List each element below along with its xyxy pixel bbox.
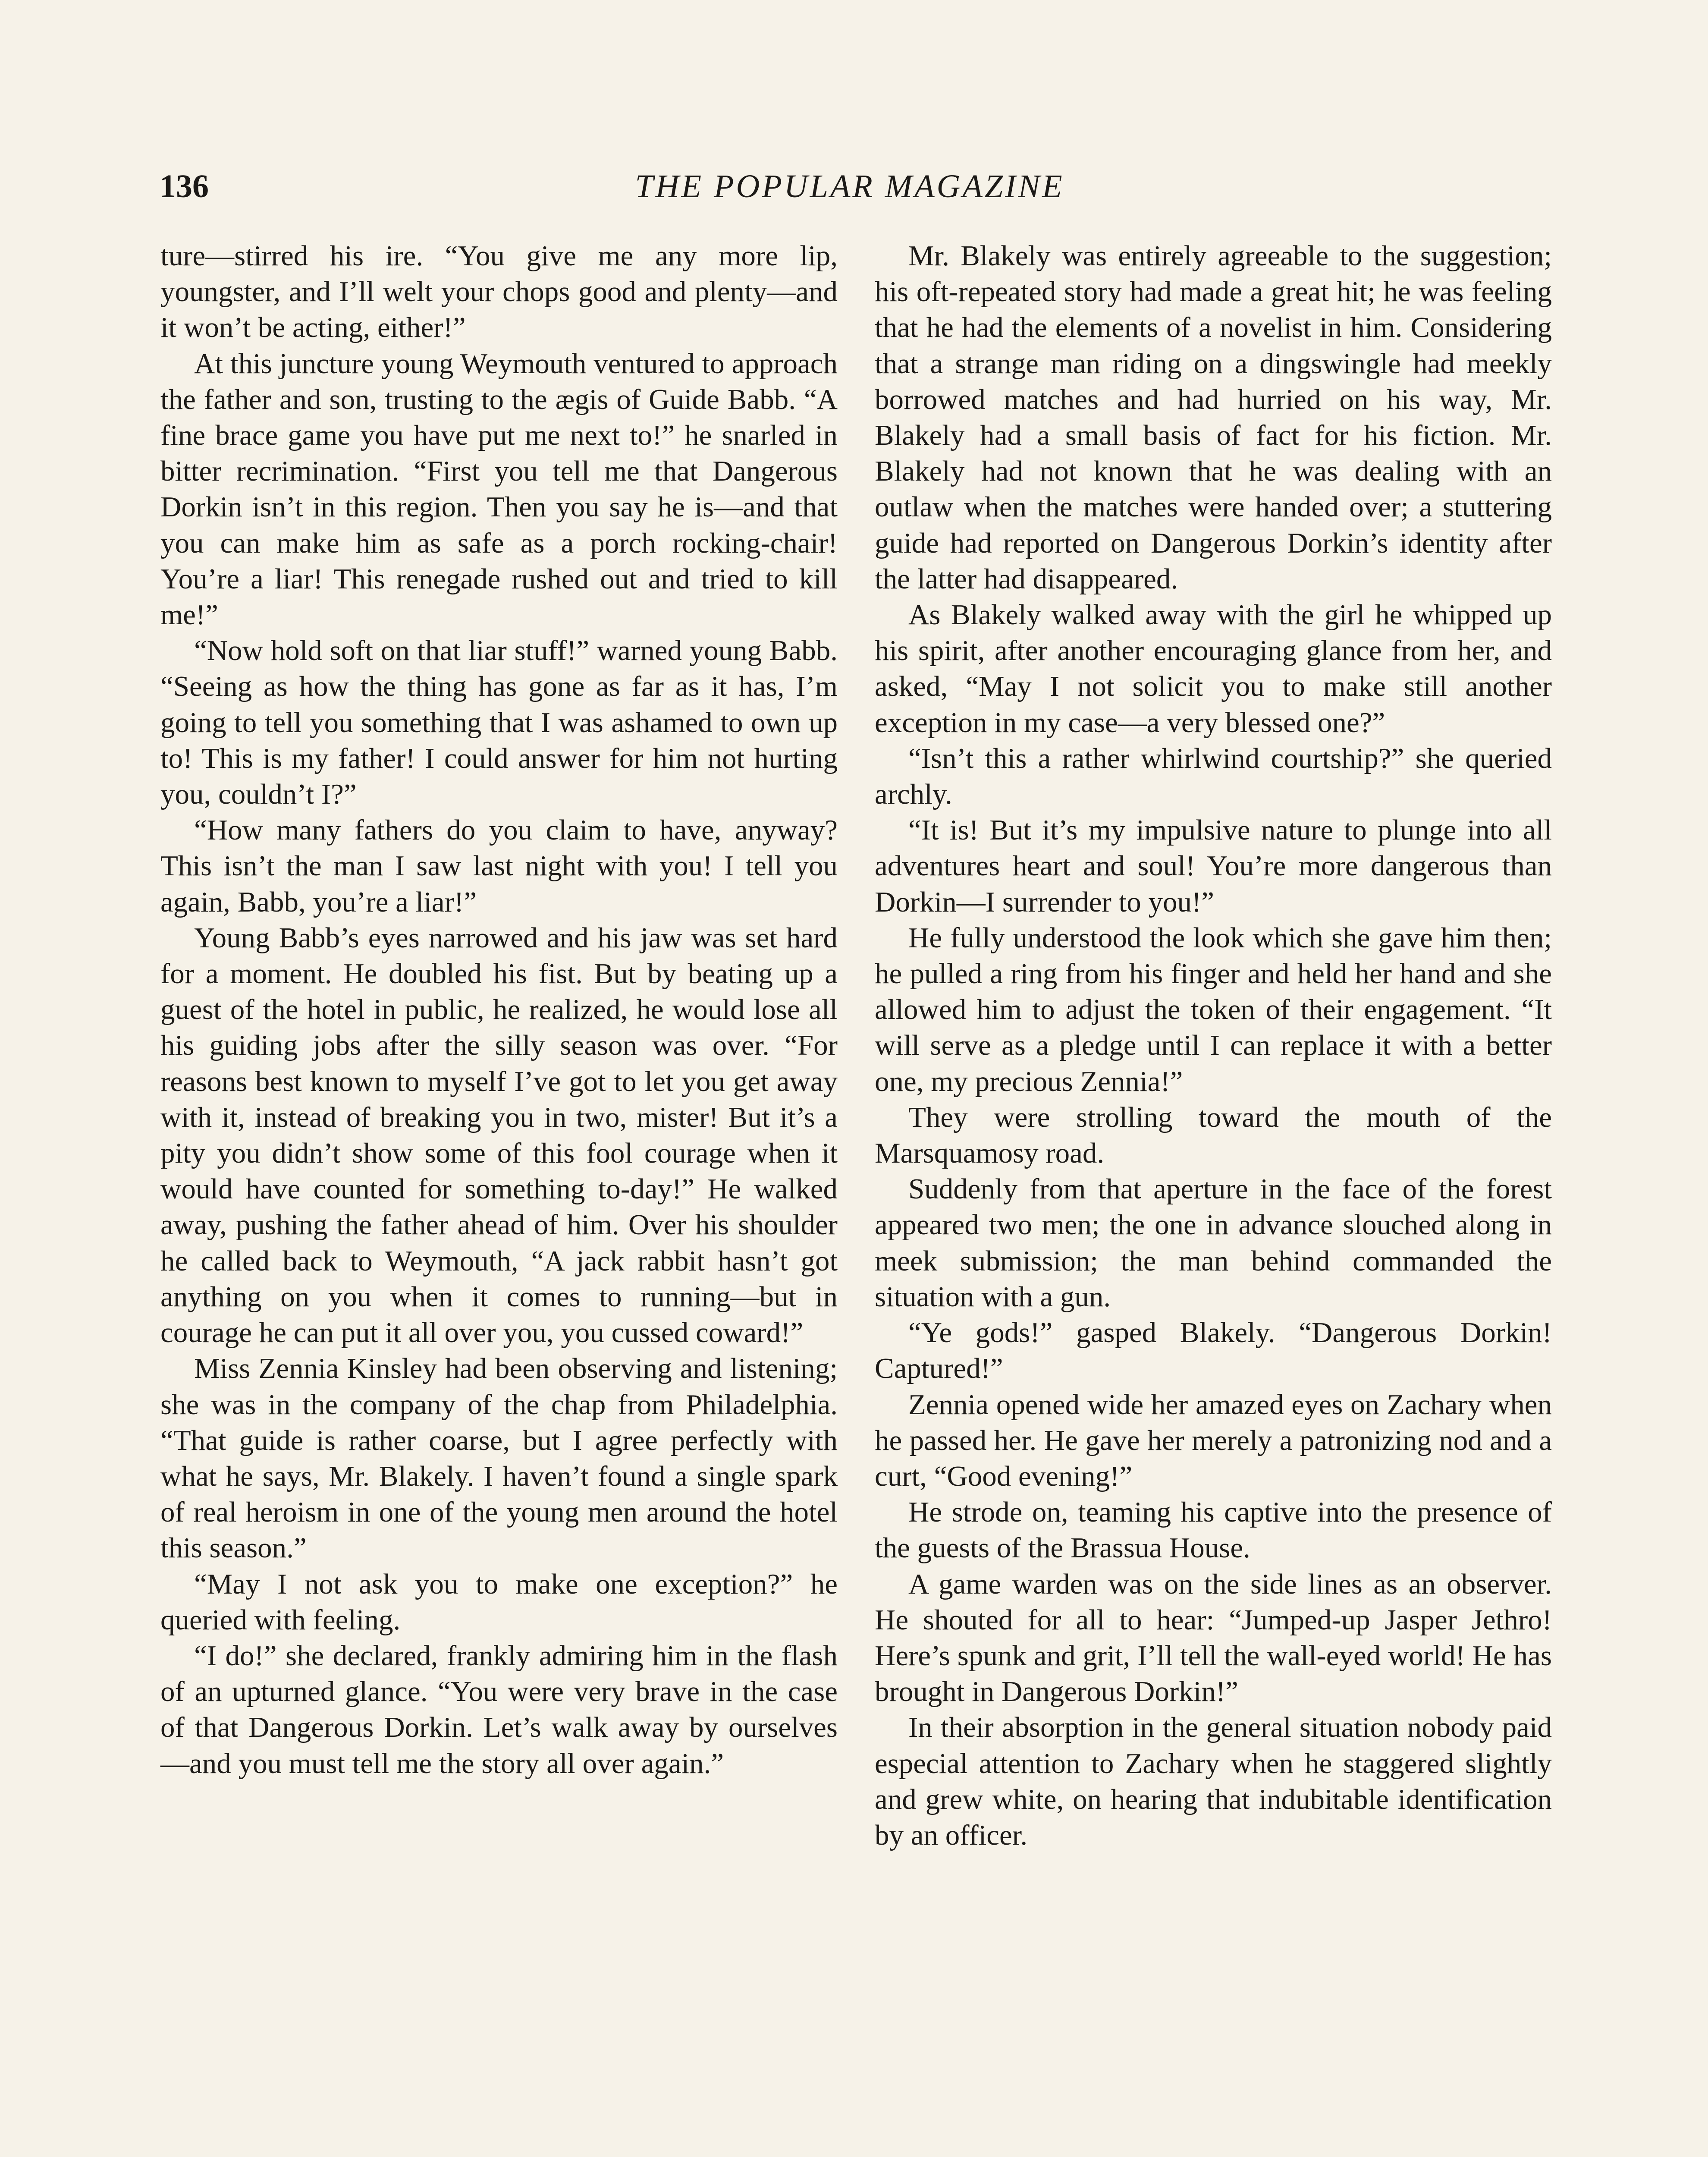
page-header	[160, 160, 1540, 212]
paragraph: Suddenly from that aperture in the face of the forest appeared two men; the one in advance slouched along in meek submission; the man behind commanded the situation with a gun.	[875, 1173, 1552, 1313]
page-number: 136	[160, 168, 209, 204]
paragraph: Zennia opened wide her amazed eyes on Zachary when he passed her. He gave her merely a patronizing nod and a curt, “Good evening!”	[875, 1388, 1552, 1492]
paragraph: In their absorption in the general situation nobody paid especial attention to Zachary when he staggered slightly and grew white, on hearing that indubitable identification by an officer.	[875, 1711, 1552, 1851]
paragraph: Mr. Blakely was entirely agreeable to the suggestion; his oft-repeated story had made a great hit; he was feeling that he had the elements of a novelist in him. Considering that a strange man riding on a dingswingle had meekly borrowed matches and had hurried on his way, Mr. Blakely had a small basis of fact for his fiction. Mr. Blakely had not known that he was dealing with an outlaw when the matches were handed over; a stuttering guide had reported on Dangerous Dorkin’s identity after the latter had disappeared.	[875, 240, 1552, 595]
paragraph: He strode on, teaming his captive into the presence of the guests of the Brassua House.	[875, 1496, 1552, 1564]
paragraph: “It is! But it’s my impulsive nature to plunge into all adventures heart and soul! You’re more dangerous than Dorkin—I surrender to you!”	[875, 814, 1552, 918]
paragraph: ture—stirred his ire. “You give me any more lip, youngster, and I’ll welt your chops good and plenty—and it won’t be acting, either!”	[160, 240, 838, 344]
paragraph: “Now hold soft on that liar stuff!” warned young Babb. “Seeing as how the thing has gone as far as it has, I’m going to tell you something that I was ashamed to own up to! This is my father! I could answer for him not hurting you, couldn’t I?”	[160, 635, 838, 811]
paragraph: “How many fathers do you claim to have, anyway? This isn’t the man I saw last night with you! I tell you again, Babb, you’re a liar!”	[160, 814, 838, 918]
paragraph: They were strolling toward the mouth of the Marsquamosy road.	[875, 1101, 1552, 1170]
paragraph: At this juncture young Weymouth ventured to approach the father and son, trusting to the ægis of Guide Babb. “A fine brace game you have put me next to!” he snarled in bitter recrimination. “First you tell me that Dangerous Dorkin isn’t in this region. Then you say he is—and that you can make him as safe as a porch rocking-chair! You’re a liar! This renegade rushed out and tried to kill me!”	[160, 347, 838, 631]
paragraph: Miss Zennia Kinsley had been observing and listening; she was in the company of the chap from Philadelphia. “That guide is rather coarse, but I agree perfectly with what he says, Mr. Blakely. I haven’t found a single spark of real heroism in one of the young men around the hotel this season.”	[160, 1352, 838, 1564]
running-title: THE POPULAR MAGAZINE	[635, 168, 1064, 204]
paragraph: He fully understood the look which she gave him then; he pulled a ring from his finger and held her hand and she allowed him to adjust the token of their engagement. “It will serve as a pledge until I can replace it with a better one, my precious Zennia!”	[875, 921, 1552, 1097]
paragraph: A game warden was on the side lines as an observer. He shouted for all to hear: “Jumped-up Jasper Jethro! Here’s spunk and grit, I’ll tell the wall-eyed world! He has brought in Dangerous Dorkin!”	[875, 1568, 1552, 1708]
paragraph: “Isn’t this a rather whirlwind courtship?” she queried archly.	[875, 742, 1552, 811]
left-column	[160, 238, 838, 1782]
paragraph: As Blakely walked away with the girl he whipped up his spirit, after another encouraging glance from her, and asked, “May I not solicit you to make still another exception in my case—a very blessed one?”	[875, 599, 1552, 739]
paragraph: Young Babb’s eyes narrowed and his jaw was set hard for a moment. He doubled his fist. But by beating up a guest of the hotel in public, he realized, he would lose all his guiding jobs after the silly season was over. “For reasons best known to myself I’ve got to let you get away with it, instead of breaking you in two, mister! But it’s a pity you didn’t show some of this fool courage when it would have counted for something to-day!” He walked away, pushing the father ahead of him. Over his shoulder he called back to Weymouth, “A jack rabbit hasn’t got anything on you when it comes to running—but in courage he can put it all over you, you cussed coward!”	[160, 921, 838, 1349]
right-column	[875, 238, 1552, 1853]
paragraph: “Ye gods!” gasped Blakely. “Dangerous Dorkin! Captured!”	[875, 1317, 1552, 1385]
paragraph: “May I not ask you to make one exception?” he queried with feeling.	[160, 1568, 838, 1636]
paragraph: “I do!” she declared, frankly admiring him in the flash of an upturned glance. “You were very brave in the case of that Dangerous Dorkin. Let’s walk away by ourselves—and you must tell me the story all over again.”	[160, 1639, 838, 1780]
